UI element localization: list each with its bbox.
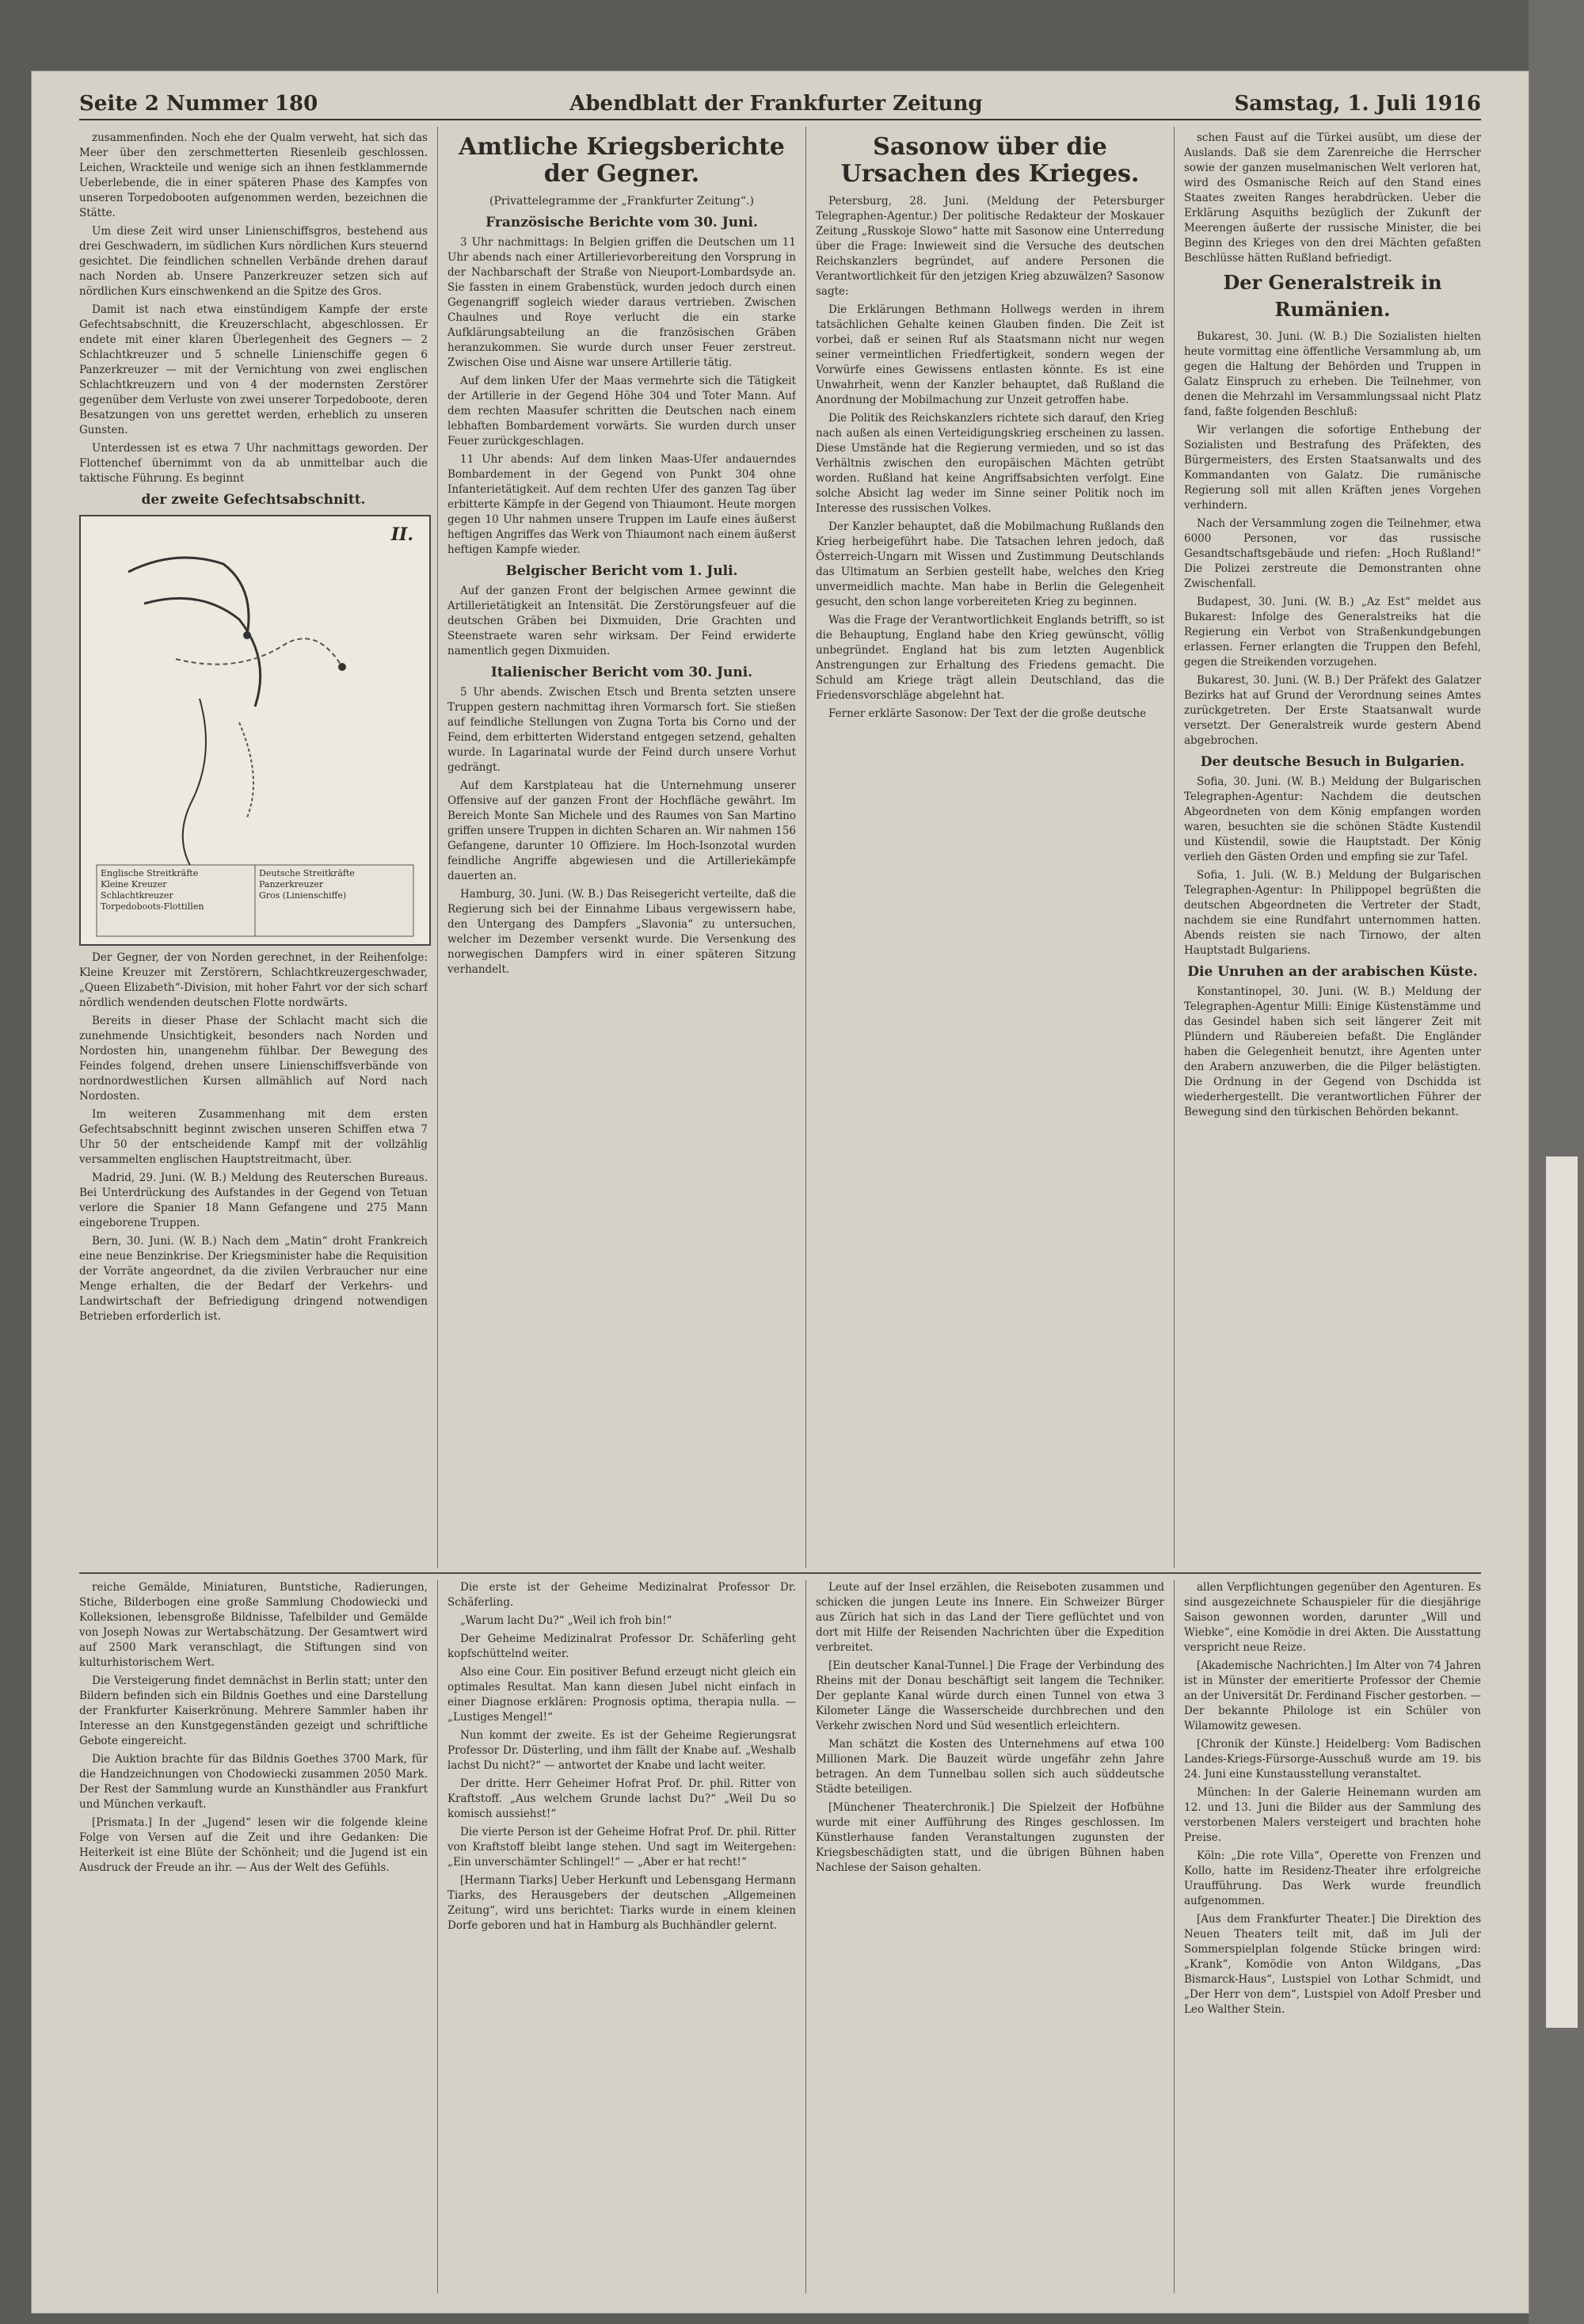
column-rule bbox=[437, 127, 438, 1568]
feuilleton-para: reiche Gemälde, Miniaturen, Buntstiche, Radierungen, Stiche, Bilderbogen eine große Sammlung Chodowiecki und Kolleksionen, lebensgroße Bildnisse, Tafelbilder und Gemälde von Joseph Nowas zur Wertabschätzung. Der Gesamtwert wird auf 2500 Mark veranschlagt, die Stiftungen sind von kulturhistorischem Wert. bbox=[79, 1581, 428, 1669]
legend-item: Gros (Linienschiffe) bbox=[259, 890, 347, 901]
column-rule bbox=[805, 127, 806, 1568]
col4-sub: Der deutsche Besuch in Bulgarien. bbox=[1200, 754, 1465, 770]
feuilleton-para: „Warum lacht Du?“ „Weil ich froh bin!“ bbox=[460, 1614, 672, 1627]
feuilleton-col-3 bbox=[816, 1580, 1164, 2293]
feuilleton-para: [Hermann Tiarks] Ueber Herkunft und Lebensgang Hermann Tiarks, des Herausgebers der deutschen „Allgemeinen Zeitung“, wird uns berichtet: Tiarks wurde in einem kleinen Dorfe geboren und hat in Hamburg als Buchhändler gelernt. bbox=[447, 1874, 796, 1932]
col4-para: Budapest, 30. Juni. (W. B.) „Az Est“ meldet aus Bukarest: Infolge des Generalstreiks hat die Regierung ein Verbot von Straßenkundgebungen erlassen. Ferner erlangten die Truppen den Befehl, gegen die Streikenden vorzugehen. bbox=[1184, 596, 1481, 669]
column-rule bbox=[1174, 127, 1175, 1568]
col2-sub2: Belgischer Bericht vom 1. Juli. bbox=[505, 563, 738, 579]
col3-para: Petersburg, 28. Juni. (Meldung der Petersburger Telegraphen-Agentur.) Der politische Redakteur der Moskauer Zeitung „Russkoje Slowo“ hatte mit Sasonow eine Unterredung über die Frage: Inwieweit sind die Versuche des deutschen Reichskanzlers begründet, auf andere Personen die Verantwortlichkeit für den jetzigen Krieg abzuwälzen? Sasonow sagte: bbox=[816, 195, 1164, 298]
col3-para: Ferner erklärte Sasonow: Der Text der die große deutsche bbox=[828, 707, 1147, 720]
feuilleton-col-2 bbox=[447, 1580, 796, 2293]
feuilleton-para: München: In der Galerie Heinemann wurden am 12. und 13. Juni die Bilder aus der Sammlung des verstorbenen Malers versteigert und brachten hohe Preise. bbox=[1184, 1786, 1481, 1844]
feuilleton-para: allen Verpflichtungen gegenüber den Agenturen. Es sind ausgezeichnete Schauspieler für die diesjährige Saison gewonnen worden, darunter „Will und Wiebke“, eine Komödie in drei Akten. Die Ausstattung verspricht neue Reize. bbox=[1184, 1581, 1481, 1654]
feuilleton-para: Der Geheime Medizinalrat Professor Dr. Schäferling geht kopfschüttelnd weiter. bbox=[447, 1633, 796, 1660]
col4-para: Nach der Versammlung zogen die Teilnehmer, etwa 6000 Personen, vor das russische Gesandtschaftsgebäude und riefen: „Hoch Rußland!“ Die Polizei zerstreute die Demonstranten ohne Zwischenfall. bbox=[1184, 517, 1481, 590]
col2-para: 3 Uhr nachmittags: In Belgien griffen die Deutschen um 11 Uhr abends nach einer Artillerievorbereitung den Vorsprung in der Nachbarschaft der Straße von Nieuport-Lombardsyde an. Sie fassten in einem Grabenstück, wurden jedoch durch einen Gegenangriff sogleich wieder daraus vertrieben. Zwischen Chaulnes und Roye verlucht die ein starke Aufklärungsabteilung an die französischen Gräben heranzukommen. Sie wurde durch unser Feuer zerstreut. Zwischen Oise und Aisne war unsere Artillerie tätig. bbox=[447, 236, 796, 369]
header-center: Abendblatt der Frankfurter Zeitung bbox=[569, 92, 983, 116]
feuilleton-para: Die Versteigerung findet demnächst in Berlin statt; unter den Bildern befinden sich ein Bildnis Goethes und eine Darstellung der Frankfurter Kaiserkrönung. Mehrere Sammler haben ihr Interesse an den Kunstgegenständen gezeigt und schriftliche Gebote eingereicht. bbox=[79, 1674, 428, 1747]
col1-para: Madrid, 29. Juni. (W. B.) Meldung des Reuterschen Bureaus. Bei Unterdrückung des Aufstandes in der Gegend von Tetuan verlore die Spanier 18 Mann Gefangene und 275 Mann eingeborene Truppen. bbox=[79, 1172, 428, 1229]
column-4 bbox=[1184, 131, 1481, 1564]
feuilleton-col-1 bbox=[79, 1580, 428, 2293]
col1-subhead: der zweite Gefechtsabschnitt. bbox=[141, 492, 366, 508]
col4-para: schen Faust auf die Türkei ausübt, um diese der Auslands. Daß sie dem Zarenreiche die Herrscher sowie der ganzen muselmanischen Welt verloren hat, wird des Osmanische Reich auf den Stand eines Staates zweiten Ranges herabdrücken. Ueber die Erklärung Asquiths bezüglich der Zukunft der Meerengen äußerte der russische Minister, die bei Beginn des Krieges von den drei Mächten gefaßten Beschlüsse hätten Rußland befriedigt. bbox=[1184, 131, 1481, 265]
col4-sub2: Die Unruhen an der arabischen Küste. bbox=[1187, 964, 1478, 980]
col2-para: 5 Uhr abends. Zwischen Etsch und Brenta setzten unsere Truppen gestern nachmittag ihren Vormarsch fort. Sie stießen auf feindliche Stellungen von Zugna Torta bis Corno und der Feind, dem erbitterten Widerstand entgegen setzend, gehalten wurde. In Lagarinatal wurde der Feind durch unsere Vorhut gedrängt. bbox=[447, 686, 796, 774]
col2-sub3: Italienischer Bericht vom 30. Juni. bbox=[490, 665, 753, 680]
column-rule bbox=[1174, 1580, 1175, 2293]
legend-item: Deutsche Streitkräfte bbox=[259, 868, 355, 878]
col1-para: Bern, 30. Juni. (W. B.) Nach dem „Matin“ droht Frankreich eine neue Benzinkrise. Der Kriegsminister habe die Requisition der Vorräte angeordnet, da die zivilen Verbraucher nur eine Menge erhalten, die der Bedarf der Verkehrs- und Landwirtschaft der Befriedigung dringend notwendigen Betrieben erforderlich ist. bbox=[79, 1235, 428, 1323]
legend-item: Englische Streitkräfte bbox=[101, 868, 199, 878]
legend-item: Kleine Kreuzer bbox=[101, 879, 167, 890]
col4-para: Sofia, 30. Juni. (W. B.) Meldung der Bulgarischen Telegraphen-Agentur: Nachdem die deutschen Abgeordneten von dem König empfangen worden waren, besuchten sie die schönen Städte Kustendil und Küstendil, sowie die Hauptstadt. Der König verlieh den Gästen Orden und empfing sie zur Tafel. bbox=[1184, 775, 1481, 863]
col1-para: Damit ist nach etwa einstündigem Kampfe der erste Gefechtsabschnitt, die Kreuzerschlacht, abgeschlossen. Er endete mit einer klaren Überlegenheit des Gegners — 2 Schlachtkreuzer und 5 schnelle Linienschiffe gegen 6 Panzerkreuzer — mit der Vernichtung von zwei englischen Schlachtkreuzern und von 4 der modernsten Zerstörer gegenüber dem Verluste von zwei unserer Torpedoboote, deren Besatzungen von uns gerettet werden, erheblich zu unseren Gunsten. bbox=[79, 303, 428, 436]
col1-para: Bereits in dieser Phase der Schlacht macht sich die zunehmende Unsichtigkeit, besonders nach Norden und Nordosten hin, unangenehm fühlbar. Der Bewegung des Feindes folgend, drehen unsere Linienschiffsverbände von nordnordwestlichen Kursen allmählich auf Nord nach Nordosten. bbox=[79, 1015, 428, 1103]
col2-para: Auf dem linken Ufer der Maas vermehrte sich die Tätigkeit der Artillerie in der Gegend Höhe 304 und Toter Mann. Auf dem rechten Maasufer schritten die Deutschen nach einem lebhaften Bombardement vorwärts. Sie wurden durch unser Feuer zurückgeschlagen. bbox=[447, 375, 796, 448]
feuilleton-para: [Münchener Theaterchronik.] Die Spielzeit der Hofbühne wurde mit einer Aufführung des Ringes geschlossen. Im Künstlerhause fanden Veranstaltungen zugunsten der Kriegsbeschädigten statt, und die übrigen Bühnen haben Nachlese der Saison gehalten. bbox=[816, 1801, 1164, 1874]
col1-para: Der Gegner, der von Norden gerechnet, in der Reihenfolge: Kleine Kreuzer mit Zerstörern, Schlachtkreuzergeschwader, „Queen Elizabeth“-Division, mit hoher Fahrt vor der sich scharf nördlich wendenden deutschen Flotte nordwärts. bbox=[79, 951, 428, 1009]
page-header bbox=[79, 87, 1481, 120]
adjacent-page-edge bbox=[1529, 0, 1584, 2324]
feuilleton-para: [Ein deutscher Kanal-Tunnel.] Die Frage der Verbindung des Rheins mit der Donau beschäftigt seit langem die Techniker. Der geplante Kanal würde durch einen Tunnel von etwa 3 Kilometer Länge die Wasserscheide durchbrechen und den Verkehr zwischen Nord und Süd wesentlich erleichtern. bbox=[816, 1659, 1164, 1732]
col4-headline: Der Generalstreik in Rumänien. bbox=[1223, 271, 1442, 321]
col2-para: Auf dem Karstplateau hat die Unternehmung unserer Offensive auf der ganzen Front der Hochfläche gewährt. Im Bereich Monte San Michele und des Raumes von San Martino griffen unsere Truppen in dichten Scharen an. Wir nahmen 156 Gefangene, darunter 10 Offiziere. Im Hoch-Isonzotal wurden feindliche Angriffe abgewiesen und die Artilleriekämpfe dauerten an. bbox=[447, 779, 796, 882]
col3-headline: Sasonow über die Ursachen des Krieges. bbox=[840, 133, 1140, 188]
newspaper-page bbox=[32, 71, 1529, 2313]
col4-para: Wir verlangen die sofortige Enthebung der Sozialisten und Bestrafung des Präfekten, des Bürgermeisters, des Ersten Staatsanwalts und des Kommandanten von Galatz. Die rumänische Regierung soll mit allen Kräften jenes Vorgehen verhindern. bbox=[1184, 424, 1481, 512]
column-2 bbox=[447, 131, 796, 1564]
feuilleton-para: Der dritte. Herr Geheimer Hofrat Prof. Dr. phil. Ritter von Kraftstoff. „Aus welchem Grunde lachst Du?“ „Weil Du so komisch aussiehst!“ bbox=[447, 1777, 796, 1820]
col4-para: Konstantinopel, 30. Juni. (W. B.) Meldung der Telegraphen-Agentur Milli: Einige Küstenstämme und das Gesindel haben sich seit längerer Zeit mit Plündern und Räubereien befaßt. Die Engländer haben die Gelegenheit benutzt, ihre Agenten unter den Arabern anzuwerben, die die Pilger belästigten. Die Ordnung in der Gegend von Dschidda ist wiederhergestellt. Die verantwortlichen Führer der Bewegung sind den türkischen Behörden bekannt. bbox=[1184, 985, 1481, 1118]
col4-para: Bukarest, 30. Juni. (W. B.) Der Präfekt des Galatzer Bezirks hat auf Grund der Verordnung seines Amtes zurückgetreten. Der Erste Staatsanwalt wurde versetzt. Der Generalstreik wurde gestern Abend abgebrochen. bbox=[1184, 674, 1481, 747]
column-3 bbox=[816, 131, 1164, 1564]
feuilleton-para: Die Auktion brachte für das Bildnis Goethes 3700 Mark, für die Handzeichnungen von Chodowiecki zusammen 2050 Mark. Der Rest der Sammlung wurde an Kunsthändler aus Frankfurt und München verkauft. bbox=[79, 1753, 428, 1811]
col1-para: Im weiteren Zusammenhang mit dem ersten Gefechtsabschnitt beginnt zwischen unseren Schiffen etwa 7 Uhr 50 der entscheidende Kampf mit der vollzählig versammelten englischen Hauptstreitmacht, über. bbox=[79, 1108, 428, 1166]
col3-para: Die Politik des Reichskanzlers richtete sich darauf, den Krieg nach außen als einen Verteidigungskrieg erscheinen zu lassen. Diese Umstände hat die Regierung vermieden, und so ist das Verhältnis zwischen den europäischen Mächten getrübt worden. Rußland hat keine Angriffsabsichten verfolgt. Eine solche Absicht lag weder im Sinne seiner Politik noch im Interesse des russischen Volkes. bbox=[816, 412, 1164, 515]
col1-para: Um diese Zeit wird unser Linienschiffsgros, bestehend aus drei Geschwadern, im südlichen Kurs nördlichen Kurs steuernd gesichtet. Die feindlichen schnellen Verbände drehen darauf nach Norden ab. Unsere Panzerkreuzer setzen sich auf nördlichen Kurs einschwenkend an die Spitze des Gros. bbox=[79, 225, 428, 298]
column-1-lower bbox=[79, 951, 428, 1568]
col2-para: Auf der ganzen Front der belgischen Armee gewinnt die Artillerietätigkeit an Intensität. Die Zerstörungsfeuer auf die deutschen Gräben bei Dixmuiden, Drie Grachten und Steenstraete waren sehr wirksam. Der Feind erwiderte namentlich gegen Dixmuiden. bbox=[447, 585, 796, 657]
legend-item: Torpedoboots-Flottillen bbox=[101, 901, 204, 912]
feuilleton-para: Die vierte Person ist der Geheime Hofrat Prof. Dr. phil. Ritter von Kraftstoff bleibt lange stehen. Und sagt im Weitergehen: „Ein unverschämter Schlingel!“ — „Aber er hat recht!“ bbox=[447, 1826, 796, 1869]
column-rule bbox=[805, 1580, 806, 2293]
feuilleton-para: Köln: „Die rote Villa“, Operette von Frenzen und Kollo, hatte im Residenz-Theater ihre erfolgreiche Uraufführung. Das Werk wurde freundlich aufgenommen. bbox=[1184, 1850, 1481, 1907]
col4-para: Bukarest, 30. Juni. (W. B.) Die Sozialisten hielten heute vormittag eine öffentliche Versammlung ab, um gegen die Haltung der Behörden und Truppen in Galatz Einspruch zu erheben. Die Teilnehmer, von denen die Mehrzahl im Versammlungssaal nicht Platz fand, faßte folgenden Beschluß: bbox=[1184, 330, 1481, 418]
col2-note: (Privattelegramme der „Frankfurter Zeitung“.) bbox=[489, 195, 754, 208]
feuilleton-para: Die erste ist der Geheime Medizinalrat Professor Dr. Schäferling. bbox=[447, 1581, 796, 1609]
feuilleton-para: [Prismata.] In der „Jugend“ lesen wir die folgende kleine Folge von Versen auf die Zeit und ihre Gedanken: Die Heiterkeit ist eine Blüte der Schönheit; und die Jugend ist ein Ausdruck der Freude an ihr. — Aus der Welt des Gefühls. bbox=[79, 1816, 428, 1874]
col2-headline: Amtliche Kriegsberichte der Gegner. bbox=[459, 133, 785, 188]
legend-item: Panzerkreuzer bbox=[259, 879, 324, 890]
col2-sub1: Französische Berichte vom 30. Juni. bbox=[485, 215, 758, 230]
header-left: Seite 2 Nummer 180 bbox=[79, 92, 318, 116]
column-rule bbox=[437, 1580, 438, 2293]
col4-para: Sofia, 1. Juli. (W. B.) Meldung der Bulgarischen Telegraphen-Agentur: In Philippopel begrüßten die deutschen Abgeordneten die Vertreter der Stadt, nachdem sie eine Rundfahrt unternommen hatten. Abends reisten sie nach Tirnowo, der alten Hauptstadt Bulgariens. bbox=[1184, 869, 1481, 957]
feuilleton-para: Also eine Cour. Ein positiver Befund erzeugt nicht gleich ein optimales Resultat. Man kann diesen Jubel nicht einfach in einer Diagnose erklären: Prognosis optima, therapia nulla. — „Lustiges Mengel!“ bbox=[447, 1666, 796, 1724]
col1-para: zusammenfinden. Noch ehe der Qualm verweht, hat sich das Meer über den zerschmetterten Riesenleib geschlossen. Leichen, Wrackteile und wenige sich an ihnen festklammernde Ueberlebende, die in einer späteren Phase des Kampfes von unseren Torpedobooten aufgenommen werden, bezeichnen die Stätte. bbox=[79, 131, 428, 219]
feuilleton-para: Leute auf der Insel erzählen, die Reiseboten zusammen und schicken die jungen Leute ins Innere. Ein Schweizer Bürger aus Zürich hat sich in das Land der Tiere geflüchtet und von dort mit Hilfe der Reisenden Nachrichten über die Expedition verbreitet. bbox=[816, 1581, 1164, 1654]
feuilleton-rule bbox=[79, 1572, 1481, 1574]
header-right: Samstag, 1. Juli 1916 bbox=[1234, 92, 1481, 116]
col3-para: Die Erklärungen Bethmann Hollwegs werden in ihrem tatsächlichen Gehalte keinen Glauben finden. Die Zeit ist vorbei, daß er seinen Ruf als Staatsmann nicht nur wegen seiner vermeintlichen Friedfertigkeit, sondern wegen der Vorwürfe eines Gewissens entlasten könnte. Es ist eine Unwahrheit, wenn der Kanzler behauptet, daß Rußland die Anordnung der Mobilmachung zur Unzeit getroffen habe. bbox=[816, 303, 1164, 406]
feuilleton-col-4 bbox=[1184, 1580, 1481, 2293]
legend-item: Schlachtkreuzer bbox=[101, 890, 173, 901]
map-legend bbox=[101, 868, 409, 912]
feuilleton-para: Nun kommt der zweite. Es ist der Geheime Regierungsrat Professor Dr. Düsterling, und ihm fällt der Knabe auf. „Weshalb lachst Du nicht?“ — antwortet der Knabe und lacht weiter. bbox=[447, 1729, 796, 1772]
map-label: II. bbox=[390, 524, 413, 545]
col1-para: Unterdessen ist es etwa 7 Uhr nachmittags geworden. Der Flottenchef übernimmt von da ab unmittelbar auch die taktische Führung. Es beginnt bbox=[79, 442, 428, 485]
col2-para: Hamburg, 30. Juni. (W. B.) Das Reisegericht verteilte, daß die Regierung sich bei der Einnahme Libaus vergewissern habe, den Untergang des Dampfers „Slavonia“ zu untersuchen, welcher im Dezember versenkt wurde. Die Versenkung des norwegischen Dampfers wird in einer späteren Sitzung verhandelt. bbox=[447, 888, 796, 976]
col3-para: Der Kanzler behauptet, daß die Mobilmachung Rußlands den Krieg herbeigeführt habe. Die Tatsachen lehren jedoch, daß Österreich-Ungarn mit Wissen und Zustimmung Deutschlands das Ultimatum an Serbien gestellt habe, welches den Krieg unvermeidlich machte. Man habe in Berlin die Gelegenheit gesucht, den schon lange vorbereiteten Krieg zu beginnen. bbox=[816, 520, 1164, 608]
col2-para: 11 Uhr abends: Auf dem linken Maas-Ufer andauerndes Bombardement in der Gegend von Punkt 304 ohne Infanterietätigkeit. Auf dem rechten Ufer des ganzen Tag über erbitterte Kämpfe in der Gegend von Thiaumont. Heute morgen gegen 10 Uhr nahmen unsere Truppen im Laufe eines äußerst heftigen Angriffes das Werk von Thiaumont nach einem äußerst heftigen Kampfe wieder. bbox=[447, 453, 796, 556]
feuilleton-para: [Chronik der Künste.] Heidelberg: Vom Badischen Landes-Kriegs-Fürsorge-Ausschuß wurde am 19. bis 24. Juni eine Kunstausstellung veranstaltet. bbox=[1184, 1738, 1481, 1781]
adjacent-page-strip bbox=[1546, 1156, 1578, 2028]
col3-para: Was die Frage der Verantwortlichkeit Englands betrifft, so ist die Behauptung, England habe den Krieg gewünscht, völlig unbegründet. England hat bis zum letzten Augenblick Anstrengungen zur Erhaltung des Friedens gemacht. Die Schuld am Kriege trägt allein Deutschland, das die Friedensvorschläge abgelehnt hat. bbox=[816, 614, 1164, 702]
battle-map bbox=[79, 515, 431, 946]
feuilleton-para: Man schätzt die Kosten des Unternehmens auf etwa 100 Millionen Mark. Die Bauzeit würde ungefähr zehn Jahre betragen. An dem Tunnelbau sollen sich auch süddeutsche Städte beteiligen. bbox=[816, 1738, 1164, 1796]
feuilleton-para: [Aus dem Frankfurter Theater.] Die Direktion des Neuen Theaters teilt mit, daß im Juli der Sommerspielplan folgende Stücke bringen wird: „Krank“, Komödie von Anton Wildgans, „Das Bismarck-Haus“, Lustspiel von Lothar Schmidt, und „Der Herr von dem“, Lustspiel von Adolf Presber und Leo Walther Stein. bbox=[1184, 1913, 1481, 2016]
feuilleton-para: [Akademische Nachrichten.] Im Alter von 74 Jahren ist in Münster der emeritierte Professor der Chemie an der Universität Dr. Ferdinand Fischer gestorben. — Der bekannte Philologe ist ein Schüler von Wilamowitz gewesen. bbox=[1184, 1659, 1481, 1732]
